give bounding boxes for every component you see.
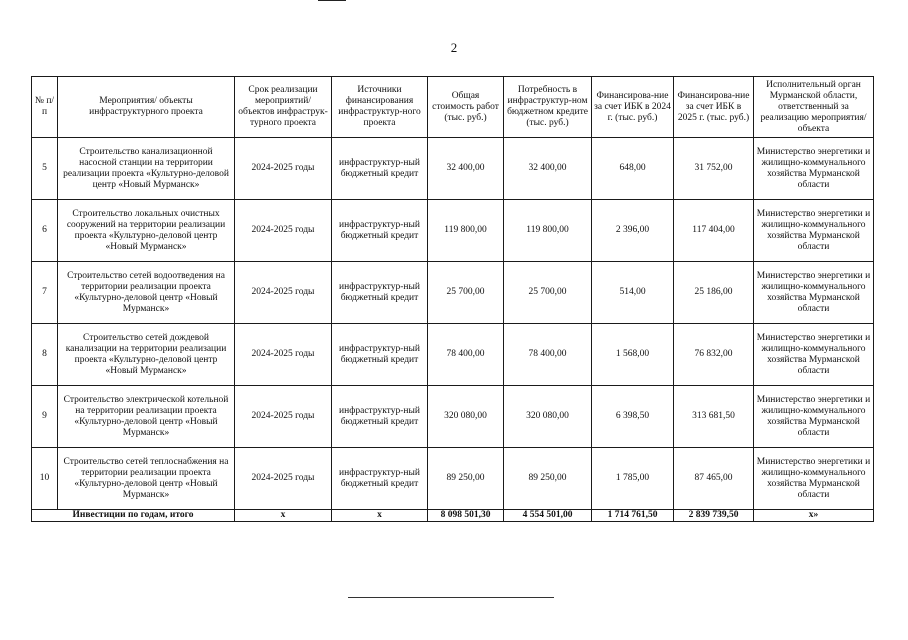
header-activity: Мероприятия/ объекты инфраструктурного проекта [58, 77, 235, 138]
table-row [32, 448, 874, 510]
credit-need-cell: 32 400,00 [504, 138, 592, 200]
funding-2024-cell: 648,00 [592, 138, 674, 200]
bottom-rule [348, 597, 554, 598]
period-cell: 2024-2025 годы [235, 138, 332, 200]
activity-cell: Строительство канализационной насосной станции на территории реализации проекта «Культурно-деловой центр «Новый Мурманск» [58, 138, 235, 200]
funding-2025-cell: 313 681,50 [674, 386, 754, 448]
credit-need-cell: 25 700,00 [504, 262, 592, 324]
total-funding-source: х [332, 510, 428, 522]
period-cell: 2024-2025 годы [235, 448, 332, 510]
period-cell: 2024-2025 годы [235, 324, 332, 386]
responsible-body-cell: Министерство энергетики и жилищно-коммунального хозяйства Мурманской области [754, 138, 874, 200]
funding-2025-cell: 87 465,00 [674, 448, 754, 510]
credit-need-cell: 320 080,00 [504, 386, 592, 448]
funding-2024-cell: 1 785,00 [592, 448, 674, 510]
total-responsible-body: х» [754, 510, 874, 522]
responsible-body-cell: Министерство энергетики и жилищно-коммунального хозяйства Мурманской области [754, 324, 874, 386]
funding-source-cell: инфраструктур-ный бюджетный кредит [332, 138, 428, 200]
total-label: Инвестиции по годам, итого [32, 510, 235, 522]
funding-source-cell: инфраструктур-ный бюджетный кредит [332, 386, 428, 448]
responsible-body-cell: Министерство энергетики и жилищно-коммунального хозяйства Мурманской области [754, 262, 874, 324]
top-mark [318, 0, 346, 1]
activity-cell: Строительство сетей теплоснабжения на территории реализации проекта «Культурно-деловой центр «Новый Мурманск» [58, 448, 235, 510]
credit-need-cell: 119 800,00 [504, 200, 592, 262]
period-cell: 2024-2025 годы [235, 386, 332, 448]
header-total-cost: Общая стоимость работ (тыс. руб.) [428, 77, 504, 138]
funding-2024-cell: 6 398,50 [592, 386, 674, 448]
total-cost-cell: 89 250,00 [428, 448, 504, 510]
funding-2024-cell: 514,00 [592, 262, 674, 324]
header-number: № п/п [32, 77, 58, 138]
responsible-body-cell: Министерство энергетики и жилищно-коммунального хозяйства Мурманской области [754, 448, 874, 510]
row-number: 10 [32, 448, 58, 510]
total-funding-2024: 1 714 761,50 [592, 510, 674, 522]
header-credit-need: Потребность в инфраструктур-ном бюджетном кредите (тыс. руб.) [504, 77, 592, 138]
row-number: 9 [32, 386, 58, 448]
activity-cell: Строительство электрической котельной на территории реализации проекта «Культурно-деловой центр «Новый Мурманск» [58, 386, 235, 448]
row-number: 8 [32, 324, 58, 386]
funding-2025-cell: 76 832,00 [674, 324, 754, 386]
total-cost-cell: 32 400,00 [428, 138, 504, 200]
responsible-body-cell: Министерство энергетики и жилищно-коммунального хозяйства Мурманской области [754, 386, 874, 448]
funding-2025-cell: 25 186,00 [674, 262, 754, 324]
header-funding-2025: Финансирова-ние за счет ИБК в 2025 г. (тыс. руб.) [674, 77, 754, 138]
table-row [32, 262, 874, 324]
page-number: 2 [450, 40, 458, 55]
table-row [32, 200, 874, 262]
activity-cell: Строительство локальных очистных сооружений на территории реализации проекта «Культурно-деловой центр «Новый Мурманск» [58, 200, 235, 262]
credit-need-cell: 89 250,00 [504, 448, 592, 510]
row-number: 5 [32, 138, 58, 200]
activity-cell: Строительство сетей водоотведения на территории реализации проекта «Культурно-деловой центр «Новый Мурманск» [58, 262, 235, 324]
table-body [32, 138, 874, 510]
row-number: 6 [32, 200, 58, 262]
total-cost-cell: 320 080,00 [428, 386, 504, 448]
total-cost: 8 098 501,30 [428, 510, 504, 522]
period-cell: 2024-2025 годы [235, 262, 332, 324]
funding-source-cell: инфраструктур-ный бюджетный кредит [332, 324, 428, 386]
total-credit-need: 4 554 501,00 [504, 510, 592, 522]
table-row [32, 386, 874, 448]
header-period: Срок реализации мероприятий/ объектов инфраструк-турного проекта [235, 77, 332, 138]
credit-need-cell: 78 400,00 [504, 324, 592, 386]
infrastructure-table [31, 76, 874, 522]
funding-source-cell: инфраструктур-ный бюджетный кредит [332, 200, 428, 262]
total-row [32, 510, 874, 522]
funding-source-cell: инфраструктур-ный бюджетный кредит [332, 448, 428, 510]
activity-cell: Строительство сетей дождевой канализации на территории реализации проекта «Культурно-деловой центр «Новый Мурманск» [58, 324, 235, 386]
row-number: 7 [32, 262, 58, 324]
responsible-body-cell: Министерство энергетики и жилищно-коммунального хозяйства Мурманской области [754, 200, 874, 262]
total-cost-cell: 25 700,00 [428, 262, 504, 324]
funding-2024-cell: 1 568,00 [592, 324, 674, 386]
funding-2024-cell: 2 396,00 [592, 200, 674, 262]
funding-2025-cell: 31 752,00 [674, 138, 754, 200]
header-funding-source: Источники финансирования инфраструктур-ного проекта [332, 77, 428, 138]
period-cell: 2024-2025 годы [235, 200, 332, 262]
funding-source-cell: инфраструктур-ный бюджетный кредит [332, 262, 428, 324]
table-row [32, 138, 874, 200]
funding-2025-cell: 117 404,00 [674, 200, 754, 262]
total-cost-cell: 119 800,00 [428, 200, 504, 262]
header-responsible-body: Исполнительный орган Мурманской области, ответственный за реализацию мероприятия/объекта [754, 77, 874, 138]
table-header-row [32, 77, 874, 138]
header-funding-2024: Финансирова-ние за счет ИБК в 2024 г. (тыс. руб.) [592, 77, 674, 138]
total-cost-cell: 78 400,00 [428, 324, 504, 386]
table-row [32, 324, 874, 386]
total-funding-2025: 2 839 739,50 [674, 510, 754, 522]
total-period: х [235, 510, 332, 522]
